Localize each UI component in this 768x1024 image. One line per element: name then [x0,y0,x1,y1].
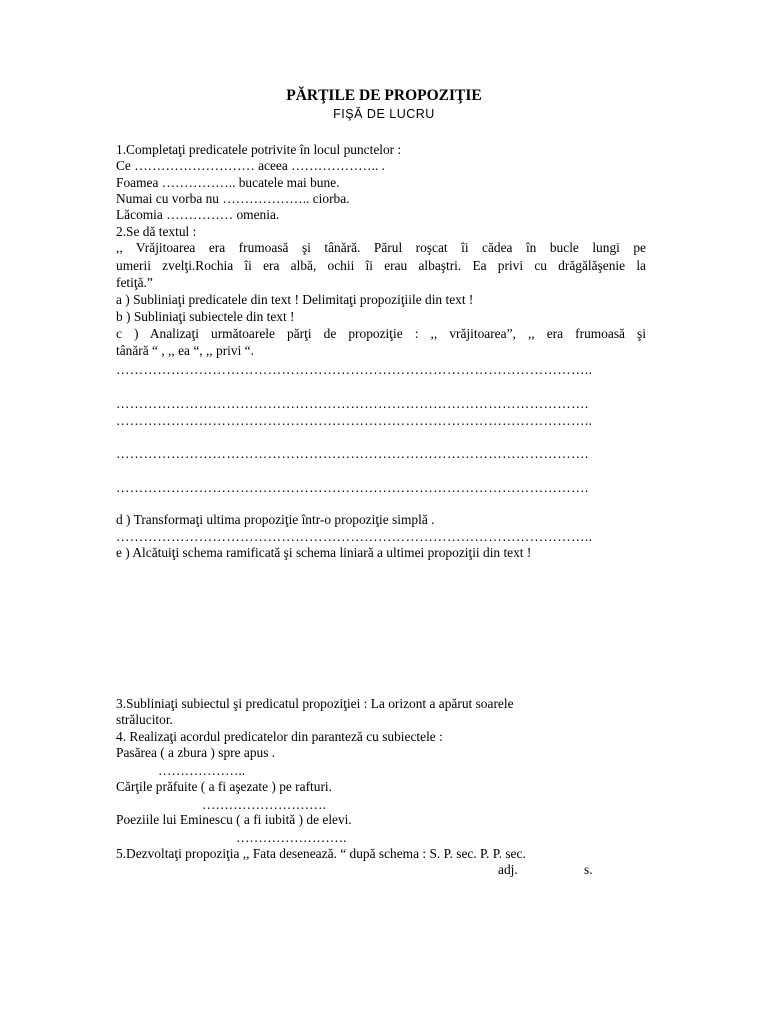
exercise-1-line: Lăcomia …………… omenia. [116,207,280,222]
exercise-4-sentence: Cărţile prăfuite ( a fi aşezate ) pe rafturi. [116,779,332,794]
task-e: e ) Alcătuiţi schema ramificată şi schema liniară a ultimei propoziţii din text ! [116,545,532,560]
exercise-4-sentence: Pasărea ( a zbura ) spre apus . [116,745,276,760]
task-d: d ) Transformaţi ultima propoziţie într-o propoziţie simplă . [116,512,435,527]
exercise-5-line: 5.Dezvoltaţi propoziţia ,, Fata desenează. “ după schema : S. P. sec. P. P. sec. [116,846,526,861]
exercise-1-heading: 1.Completaţi predicatele potrivite în locul punctelor : [116,142,402,157]
exercise-1-line: Ce ……………………… aceea ……………….. . [116,158,385,173]
exercise-1-line: Foamea …………….. bucatele mai bune. [116,175,340,190]
exercise-2-text-line: umerii zvelţi.Rochia îi era albă, ochii îi erau albaştri. Ea privi cu drăgălăşenie la [116,258,646,273]
answer-dotted-line: ……………….. [158,763,246,778]
task-b: b ) Subliniaţi subiectele din text ! [116,309,295,324]
answer-dotted-line: ………………………………………………………………………………………….. [116,529,593,544]
answer-dotted-line: …………………………………………………………………………………………. [116,446,589,461]
answer-dotted-line: ………………………………………………………………………………………….. [116,413,593,428]
task-a: a ) Subliniaţi predicatele din text ! Delimitaţi propoziţiile din text ! [116,292,474,307]
page-title: PĂRŢILE DE PROPOZIŢIE [286,87,482,104]
answer-dotted-line: ………………………………………………………………………………………….. [116,362,593,377]
page-subtitle: FIŞĂ DE LUCRU [333,107,435,121]
answer-dotted-line: ……………………. [236,830,347,845]
exercise-4-heading: 4. Realizaţi acordul predicatelor din paranteză cu subiectele : [116,729,443,744]
task-c: tânără “ , ,, ea “, ,, privi “. [116,343,254,358]
answer-dotted-line: …………………………………………………………………………………………. [116,480,589,495]
exercise-3-line: 3.Subliniaţi subiectul şi predicatul propoziţiei : La orizont a apărut soarele [116,696,514,711]
schema-label-s: s. [584,862,593,877]
task-c: c ) Analizaţi următoarele părţi de propoziţie : ,, vrăjitoarea”, ,, era frumoasă şi [116,326,646,341]
exercise-3-line: strălucitor. [116,712,173,727]
schema-label-adj: adj. [498,862,518,877]
exercise-2-heading: 2.Se dă textul : [116,224,197,239]
answer-dotted-line: ………………………. [202,797,326,812]
answer-dotted-line: …………………………………………………………………………………………. [116,396,589,411]
exercise-2-text-line: ,, Vrăjitoarea era frumoasă şi tânără. Părul roşcat îi cădea în bucle lungi pe [116,240,646,255]
exercise-2-text-line: fetiţă.” [116,275,153,290]
exercise-1-line: Numai cu vorba nu ……………….. ciorba. [116,191,350,206]
exercise-4-sentence: Poeziile lui Eminescu ( a fi iubită ) de elevi. [116,812,352,827]
